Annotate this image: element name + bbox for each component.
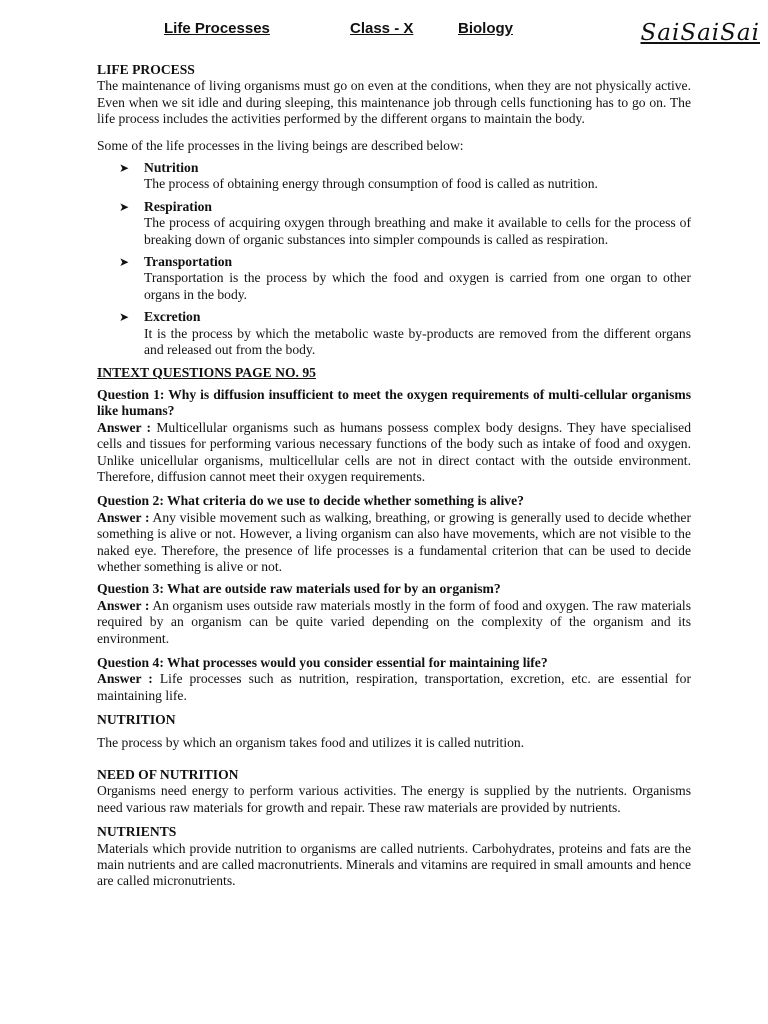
section-title-intext: INTEXT QUESTIONS PAGE NO. 95 bbox=[97, 364, 316, 380]
question-text: Question 4: What processes would you consider essential for maintaining life? bbox=[97, 655, 548, 670]
answer-text: Any visible movement such as walking, breathing, or growing is generally used to decide whether something is alive or not. However, a living organism can also have movements, which are not visible to the naked eye. Therefore, the presence of life processes is a fundamental criterion that can be used to decide whether something is alive or not. bbox=[97, 509, 691, 574]
list-item bbox=[97, 254, 691, 303]
nutrition-body: The process by which an organism takes food and utilizes it is called nutrition. bbox=[97, 734, 525, 750]
section-title-need-of-nutrition: NEED OF NUTRITION bbox=[97, 767, 239, 783]
question-text: Question 3: What are outside raw materials used for by an organism? bbox=[97, 581, 501, 597]
nutrients-body: Materials which provide nutrition to organisms are called nutrients. Carbohydrates, proteins and fats are the main nutrients and are called macronutrients. Minerals and vitamins are required in small amounts and hence are called micronutrients. bbox=[97, 840, 691, 889]
list-item bbox=[97, 309, 691, 358]
answer-label: Answer : bbox=[97, 671, 153, 687]
answer-label: Answer : bbox=[97, 419, 152, 435]
header-class: Class - X bbox=[350, 20, 414, 37]
question-block bbox=[97, 655, 691, 704]
answer-label: Answer : bbox=[97, 509, 150, 525]
arrow-bullet-icon: ➤ bbox=[119, 255, 130, 270]
page-header bbox=[0, 16, 768, 46]
answer-text: An organism uses outside raw materials mostly in the form of food and oxygen. The raw materials required by an organism can be quite varied depending on the complexity of the organism and its environment. bbox=[97, 597, 692, 646]
list-item-text: The process of acquiring oxygen through breathing and make it available to cells for the process of breaking down of organic substances into simpler compounds is called as respiration. bbox=[144, 215, 691, 247]
answer-text: Multicellular organisms such as humans possess complex body designs. They have specialised cells and tissues for performing various necessary functions of the body such as intake of food and oxygen. Unlike unicellular organisms, multicellular cells are not in direct contact with the outside environment. Therefore, diffusion cannot meet their oxygen requirements. bbox=[97, 419, 692, 484]
list-item-title: Nutrition bbox=[144, 160, 199, 176]
list-item-title: Respiration bbox=[144, 198, 212, 214]
header-topic: Life Processes bbox=[164, 20, 270, 37]
list-item bbox=[97, 199, 691, 248]
life-process-list bbox=[97, 160, 691, 358]
question-text: Question 1: Why is diffusion insufficient to meet the oxygen requirements of multi-cellular organisms like humans? bbox=[97, 386, 691, 419]
signature: SaiSaiSai bbox=[640, 20, 760, 46]
header-subject: Biology bbox=[458, 20, 513, 37]
list-item-text: Transportation is the process by which the food and oxygen is carried from one organ to other organs in the body. bbox=[144, 270, 691, 302]
list-item-text: The process of obtaining energy through consumption of food is called as nutrition. bbox=[144, 176, 598, 192]
arrow-bullet-icon: ➤ bbox=[119, 310, 130, 325]
section-title-life-process: LIFE PROCESS bbox=[97, 62, 195, 77]
list-item bbox=[97, 160, 691, 193]
section-title-nutrition: NUTRITION bbox=[97, 712, 176, 728]
question-text: Question 2: What criteria do we use to decide whether something is alive? bbox=[97, 493, 524, 509]
answer-label: Answer : bbox=[97, 597, 150, 613]
arrow-bullet-icon: ➤ bbox=[119, 199, 130, 214]
question-block bbox=[97, 581, 691, 647]
question-block bbox=[97, 493, 691, 575]
list-item-text: It is the process by which the metabolic waste by-products are removed from the different organs and released out from the body. bbox=[144, 325, 691, 358]
list-item-title: Transportation bbox=[144, 254, 233, 270]
answer-text: Life processes such as nutrition, respiration, transportation, excretion, etc. are essential for maintaining life. bbox=[97, 671, 691, 703]
document-body bbox=[97, 62, 691, 890]
arrow-bullet-icon: ➤ bbox=[119, 161, 130, 176]
need-of-nutrition-body: Organisms need energy to perform various activities. The energy is supplied by the nutrients. Organisms need various raw materials for growth and repair. These raw materials are provided by nutrients. bbox=[97, 783, 691, 815]
life-process-body: The maintenance of living organisms must go on even at the conditions, when they are not physically active. Even when we sit idle and during sleeping, this maintenance job through cells functioning has to go on. The life process includes the activities performed by the different organs to maintain the body. bbox=[97, 78, 691, 127]
section-title-nutrients: NUTRIENTS bbox=[97, 824, 177, 840]
list-item-title: Excretion bbox=[144, 309, 201, 325]
life-process-intro: Some of the life processes in the living beings are described below: bbox=[97, 137, 464, 153]
question-block bbox=[97, 387, 691, 485]
